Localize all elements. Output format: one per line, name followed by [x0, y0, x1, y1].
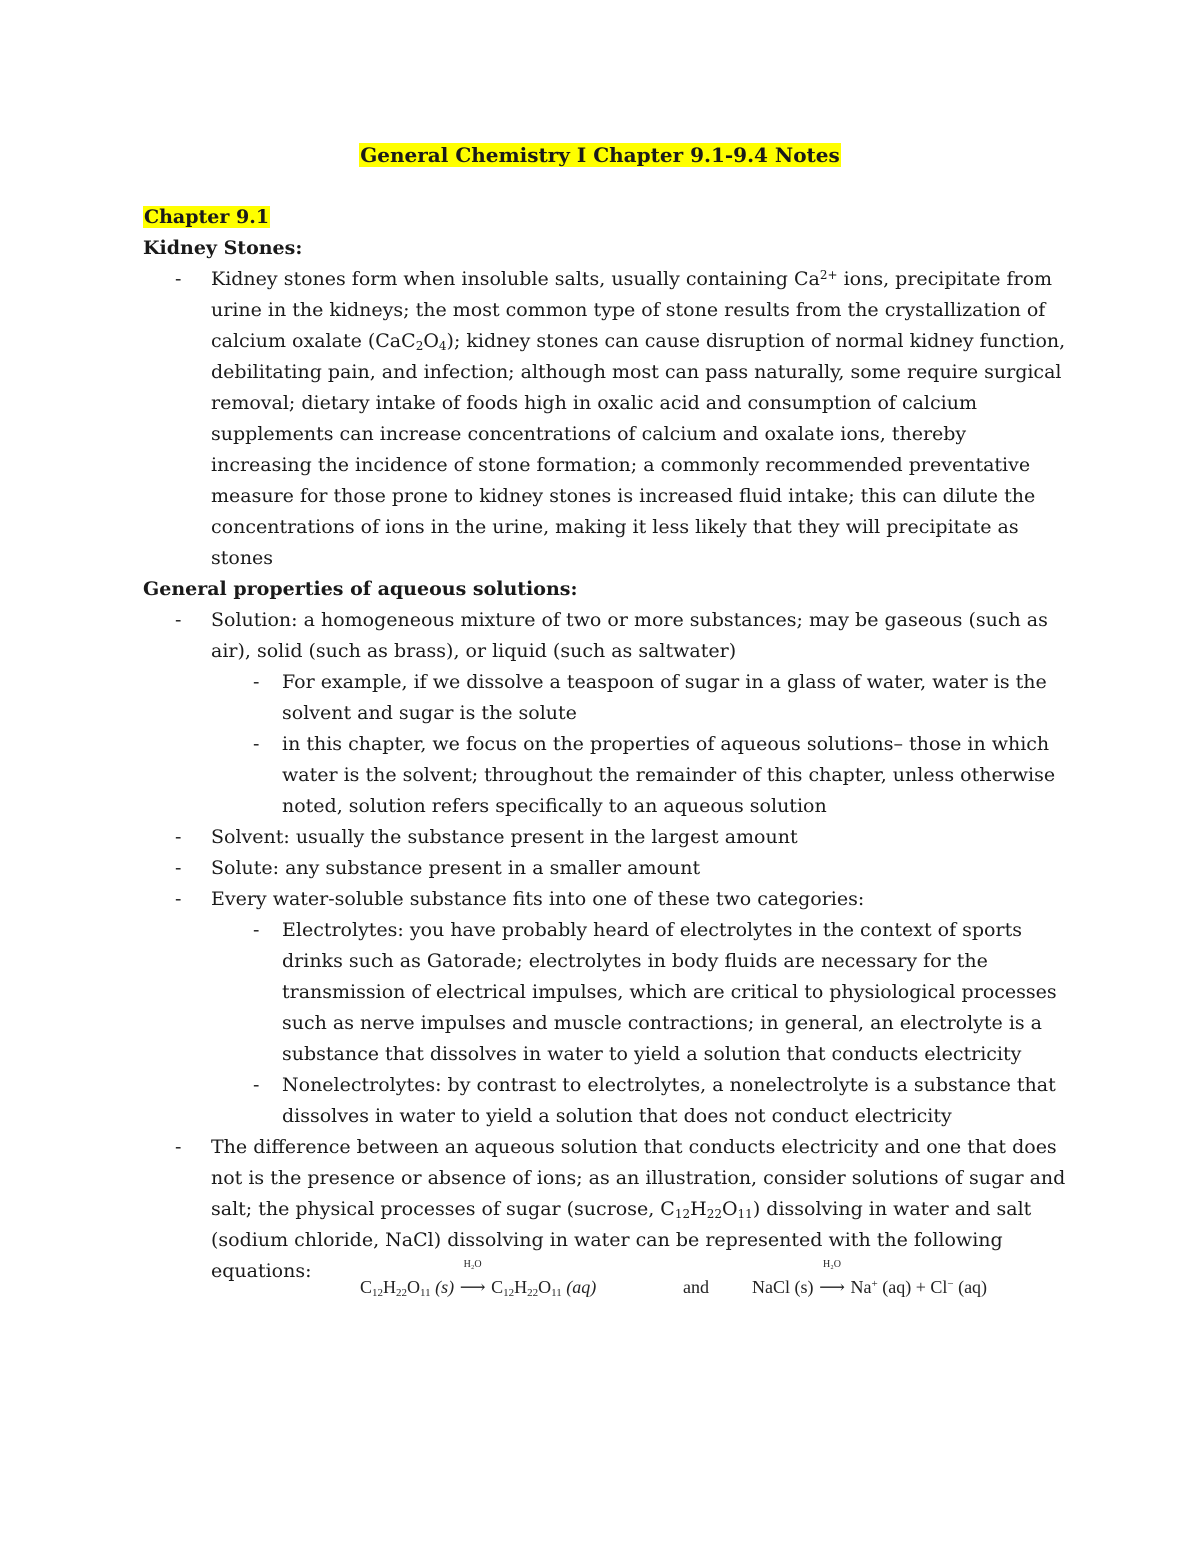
eq1-right-h: H	[514, 1277, 528, 1297]
eq1-o: O	[407, 1277, 421, 1297]
arrow-glyph: ⟶	[459, 1277, 486, 1297]
solute-bullet	[143, 853, 1073, 884]
eq1-right-state: (aq)	[561, 1277, 597, 1297]
nonelectrolytes-bullet	[143, 1070, 1073, 1132]
nonelectrolytes-text: Nonelectrolytes: by contrast to electrolytes, a nonelectrolyte is a substance that dissolves in water to yield a solution that does not conduct electricity	[282, 1074, 1056, 1127]
eq1-state-left: (s)	[430, 1277, 459, 1297]
solution-example-text: For example, if we dissolve a teaspoon of sugar in a glass of water, water is the solvent and sugar is the solute	[282, 671, 1047, 724]
difference-text-a: The difference between an aqueous solution that conducts electricity and one that does not is the presence or absence of ions; as an illustration, consider solutions of sugar and salt; the physical processes of sugar (sucrose, C	[211, 1136, 1066, 1220]
bullet-dash: -	[175, 857, 182, 879]
solvent-bullet	[143, 822, 1073, 853]
arrow-glyph: ⟶	[819, 1277, 845, 1297]
eq1-c: C	[360, 1277, 373, 1297]
bullet-dash: -	[175, 609, 182, 631]
eq2-na: Na	[846, 1277, 872, 1297]
bullet-dash: -	[175, 268, 182, 290]
aqueous-focus-text: in this chapter, we focus on the properties of aqueous solutions– those in which water is the solvent; throughout the remainder of this chapter, unless otherwise noted, solution refers specifically to an aqueous solution	[282, 733, 1056, 817]
equations-and: and	[683, 1277, 709, 1297]
difference-text-c: O	[721, 1198, 738, 1220]
reaction-arrow-icon	[818, 1259, 846, 1303]
bullet-dash: -	[175, 888, 182, 910]
eq2-end: (aq)	[953, 1277, 988, 1297]
sucrose-hydrogen-subscript: 22	[706, 1207, 722, 1221]
bullet-dash: -	[175, 826, 182, 848]
reaction-arrow-icon	[459, 1259, 487, 1303]
electrolytes-text: Electrolytes: you have probably heard of electrolytes in the context of sports drinks such as Gatorade; electrolytes in body fluids are necessary for the transmission of electrical impulses, which are critical to physiological processes such as nerve impulses and muscle contractions; in general, an electrolyte is a substance that dissolves in water to yield a solution that conducts electricity	[282, 919, 1057, 1065]
eq1-c-sub: 12	[372, 1287, 384, 1299]
aqueous-heading: General properties of aqueous solutions:	[143, 578, 578, 600]
sucrose-carbon-subscript: 12	[674, 1207, 691, 1221]
sucrose-oxygen-subscript: 11	[737, 1207, 753, 1221]
eq1-o-sub: 11	[420, 1287, 431, 1299]
nacl-equation	[752, 1259, 988, 1303]
kidney-text-1: Kidney stones form when insoluble salts, usually containing Ca	[211, 268, 820, 290]
bullet-dash: -	[253, 671, 260, 693]
bullet-dash: -	[253, 919, 260, 941]
oxalate-oxygen-subscript: 4	[438, 339, 447, 353]
eq1-h-sub: 22	[396, 1287, 408, 1299]
eq1-right-o: O	[538, 1277, 552, 1297]
eq1-right-h-sub: 22	[527, 1287, 539, 1299]
solution-bullet	[143, 605, 1073, 667]
bullet-dash: -	[253, 1074, 260, 1096]
electrolytes-bullet	[143, 915, 1073, 1070]
arrow-label: H₂O	[823, 1259, 841, 1270]
chapter-heading-text: Chapter 9.1	[144, 206, 270, 228]
eq1-h: H	[383, 1277, 397, 1297]
equations-figure	[360, 1259, 1020, 1304]
aqueous-focus-bullet	[143, 729, 1073, 822]
kidney-text-2: ions, precipitate from urine in the kidneys; the most common type of stone results from the crystallization of calcium oxalate (CaC	[211, 268, 1053, 352]
solution-example-bullet	[143, 667, 1073, 729]
eq2-mid: (aq) + Cl	[877, 1277, 948, 1297]
eq2-left: NaCl (s)	[752, 1277, 818, 1297]
calcium-charge: 2+	[819, 268, 838, 282]
kidney-text-4: ); kidney stones can cause disruption of normal kidney function, debilitating pain, and infection; although most can pass naturally, some require surgical removal; dietary intake of foods high in oxalic acid and consumption of calcium supplements can increase concentrations of calcium and oxalate ions, thereby increasing the incidence of stone formation; a commonly recommended preventative measure for those prone to kidney stones is increased fluid intake; this can dilute the concentrations of ions in the urine, making it less likely that they will precipitate as stones	[211, 330, 1066, 569]
document-title	[0, 140, 1200, 171]
eq2-na-charge: +	[871, 1278, 878, 1290]
bullet-dash: -	[253, 733, 260, 755]
title-text: General Chemistry I Chapter 9.1-9.4 Notes	[360, 143, 840, 167]
solvent-definition: Solvent: usually the substance present in the largest amount	[211, 826, 798, 848]
sucrose-equation	[360, 1259, 597, 1303]
eq1-right-c: C	[486, 1277, 504, 1297]
chapter-heading	[143, 202, 1073, 233]
arrow-label: H₂O	[463, 1259, 482, 1270]
document-body	[143, 202, 1073, 1287]
kidney-text-3: O	[423, 330, 439, 352]
bullet-dash: -	[175, 1136, 182, 1158]
eq1-right-c-sub: 12	[503, 1287, 515, 1299]
difference-text-b: H	[690, 1198, 707, 1220]
difference-text-d: ) dissolving in water and salt (sodium chloride, NaCl) dissolving in water can be represented with the following equations:	[211, 1198, 1032, 1282]
eq2-cl-charge: −	[947, 1278, 954, 1290]
solute-definition: Solute: any substance present in a smaller amount	[211, 857, 701, 879]
kidney-stones-heading: Kidney Stones:	[143, 237, 303, 259]
kidney-stones-bullet	[143, 264, 1073, 574]
oxalate-carbon-subscript: 2	[415, 339, 424, 353]
categories-text: Every water-soluble substance fits into one of these two categories:	[211, 888, 865, 910]
eq1-right-o-sub: 11	[551, 1287, 562, 1299]
categories-bullet	[143, 884, 1073, 915]
solution-definition: Solution: a homogeneous mixture of two or more substances; may be gaseous (such as air), solid (such as brass), or liquid (such as saltwater)	[211, 609, 1048, 662]
